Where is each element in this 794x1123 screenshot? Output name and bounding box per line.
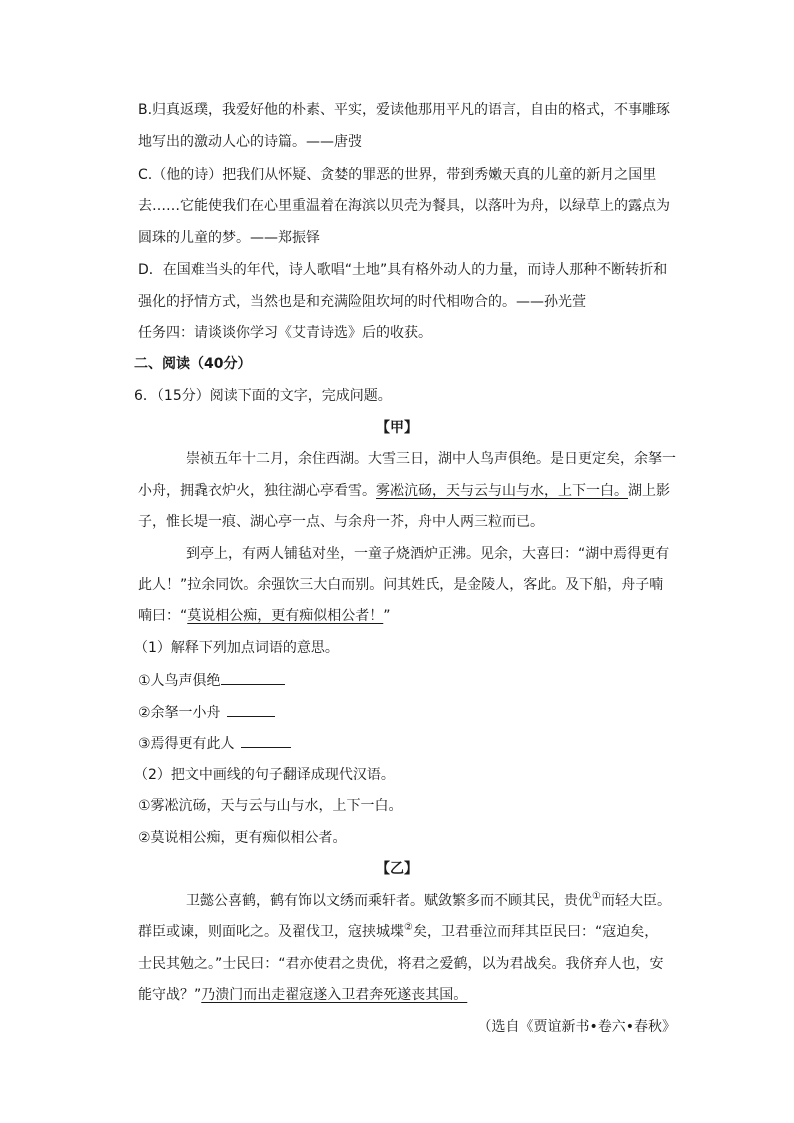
jia-p1-line2-tail: 湖上影: [628, 483, 670, 499]
sub-question-1c-text: ③焉得更有此人: [138, 736, 235, 752]
sub-question-1a-text: ①人鸟声俱绝: [138, 673, 221, 689]
option-c-line3: 圆珠的儿童的梦。——郑振铎: [138, 230, 320, 246]
yi-line4: [138, 985, 467, 1005]
source-citation: （选自《贾谊新书•卷六•春秋》: [477, 1019, 676, 1035]
sub-question-1c: [138, 733, 291, 754]
footnote-marker-1: ①: [592, 891, 601, 902]
yi-line2-tail: 矣，卫君垂泣而拜其臣民曰：“寇迫矣，: [412, 924, 659, 940]
sub-question-1: （1）解释下列加点词语的意思。: [134, 640, 339, 656]
sub-question-1b: [138, 702, 275, 723]
jia-p2-line3: [138, 606, 391, 626]
jia-p2-line3-tail: ”: [383, 608, 391, 624]
passage-jia-title: 【甲】: [376, 420, 418, 436]
option-b-line2: 地写出的激动人心的诗篇。——唐弢: [138, 134, 362, 150]
yi-line1-text: 卫懿公喜鹤，鹤有饰以文绣而乘轩者。赋敛繁多而不顾其民，贵优: [186, 893, 592, 909]
passage-yi-title: 【乙】: [376, 861, 418, 877]
footnote-marker-2: ②: [404, 922, 413, 933]
option-d-line2: 强化的抒情方式，当然也是和充满险阻坎坷的时代相吻合的。——孙光萱: [138, 294, 586, 310]
answer-blank[interactable]: [241, 733, 291, 748]
underlined-sentence-3: 乃溃门而出走翟寇遂入卫君奔死遂丧其国。: [201, 987, 468, 1003]
question-six-stem: 6．（15分）阅读下面的文字，完成问题。: [134, 388, 392, 404]
sub-question-2a: ①雾凇沆砀，天与云与山与水，上下一白。: [138, 798, 403, 814]
jia-p2-line1: 到亭上，有两人铺毡对坐，一童子烧酒炉正沸。见余，大喜曰：“湖中焉得更有: [186, 546, 670, 562]
section-two-title: 二、阅读（40分）: [134, 356, 252, 372]
task-four: 任务四：请谈谈你学习《艾青诗选》后的收获。: [138, 325, 432, 341]
sub-question-1a: [138, 670, 285, 691]
jia-p1-line2-text: 小舟，拥毳衣炉火，独往湖心亭看雪。: [138, 483, 376, 499]
option-c-line1: C.（他的诗）把我们从怀疑、贪婪的罪恶的世界，带到秀嫩天真的儿童的新月之国里: [138, 167, 657, 183]
yi-line1-tail: 而轻大臣。: [600, 893, 671, 909]
answer-blank[interactable]: [227, 702, 275, 717]
option-b-line1: B.归真返璞，我爱好他的朴素、平实，爱读他那用平凡的语言，自由的格式，不事雕琢: [138, 102, 671, 118]
jia-p1-line2: [138, 481, 670, 501]
yi-line2-text: 群臣或谏，则面叱之。及翟伐卫，寇挟城堞: [138, 924, 404, 940]
underlined-sentence-1: 雾凇沆砀，天与云与山与水，上下一白。: [376, 483, 628, 499]
yi-line3: 士民其勉之。”士民曰：“君亦使君之贵优，将君之爱鹤，以为君战矣。我侪弃人也，安: [138, 956, 664, 972]
option-d-line1: D．在国难当头的年代，诗人歌唱“土地”具有格外动人的力量，而诗人那种不断转折和: [138, 262, 668, 278]
jia-p1-line1: 崇祯五年十二月，余住西湖。大雪三日，湖中人鸟声俱绝。是日更定矣，余拏一: [186, 451, 676, 467]
jia-p2-line2: 此人！”拉余同饮。余强饮三大白而别。问其姓氏，是金陵人，客此。及下船，舟子喃: [138, 577, 664, 593]
sub-question-2b: ②莫说相公痴，更有痴似相公者。: [138, 830, 347, 846]
underlined-sentence-2: 莫说相公痴，更有痴似相公者！: [187, 608, 384, 624]
jia-p1-line3: 子，惟长堤一痕、湖心亭一点、与余舟一芥，舟中人两三粒而已。: [138, 514, 544, 530]
answer-blank[interactable]: [221, 670, 285, 685]
jia-p2-line3-text: 喃曰：“: [138, 608, 188, 624]
option-c-line2: 去……它能使我们在心里重温着在海滨以贝壳为餐具，以落叶为舟，以绿草上的露点为: [138, 198, 670, 214]
yi-line2: [138, 922, 658, 942]
sub-question-1b-text: ②余拏一小舟: [138, 705, 221, 721]
sub-question-2: （2）把文中画线的句子翻译成现代汉语。: [134, 767, 395, 783]
yi-line4-text: 能守战？”: [138, 987, 202, 1003]
yi-line1: [186, 891, 671, 911]
